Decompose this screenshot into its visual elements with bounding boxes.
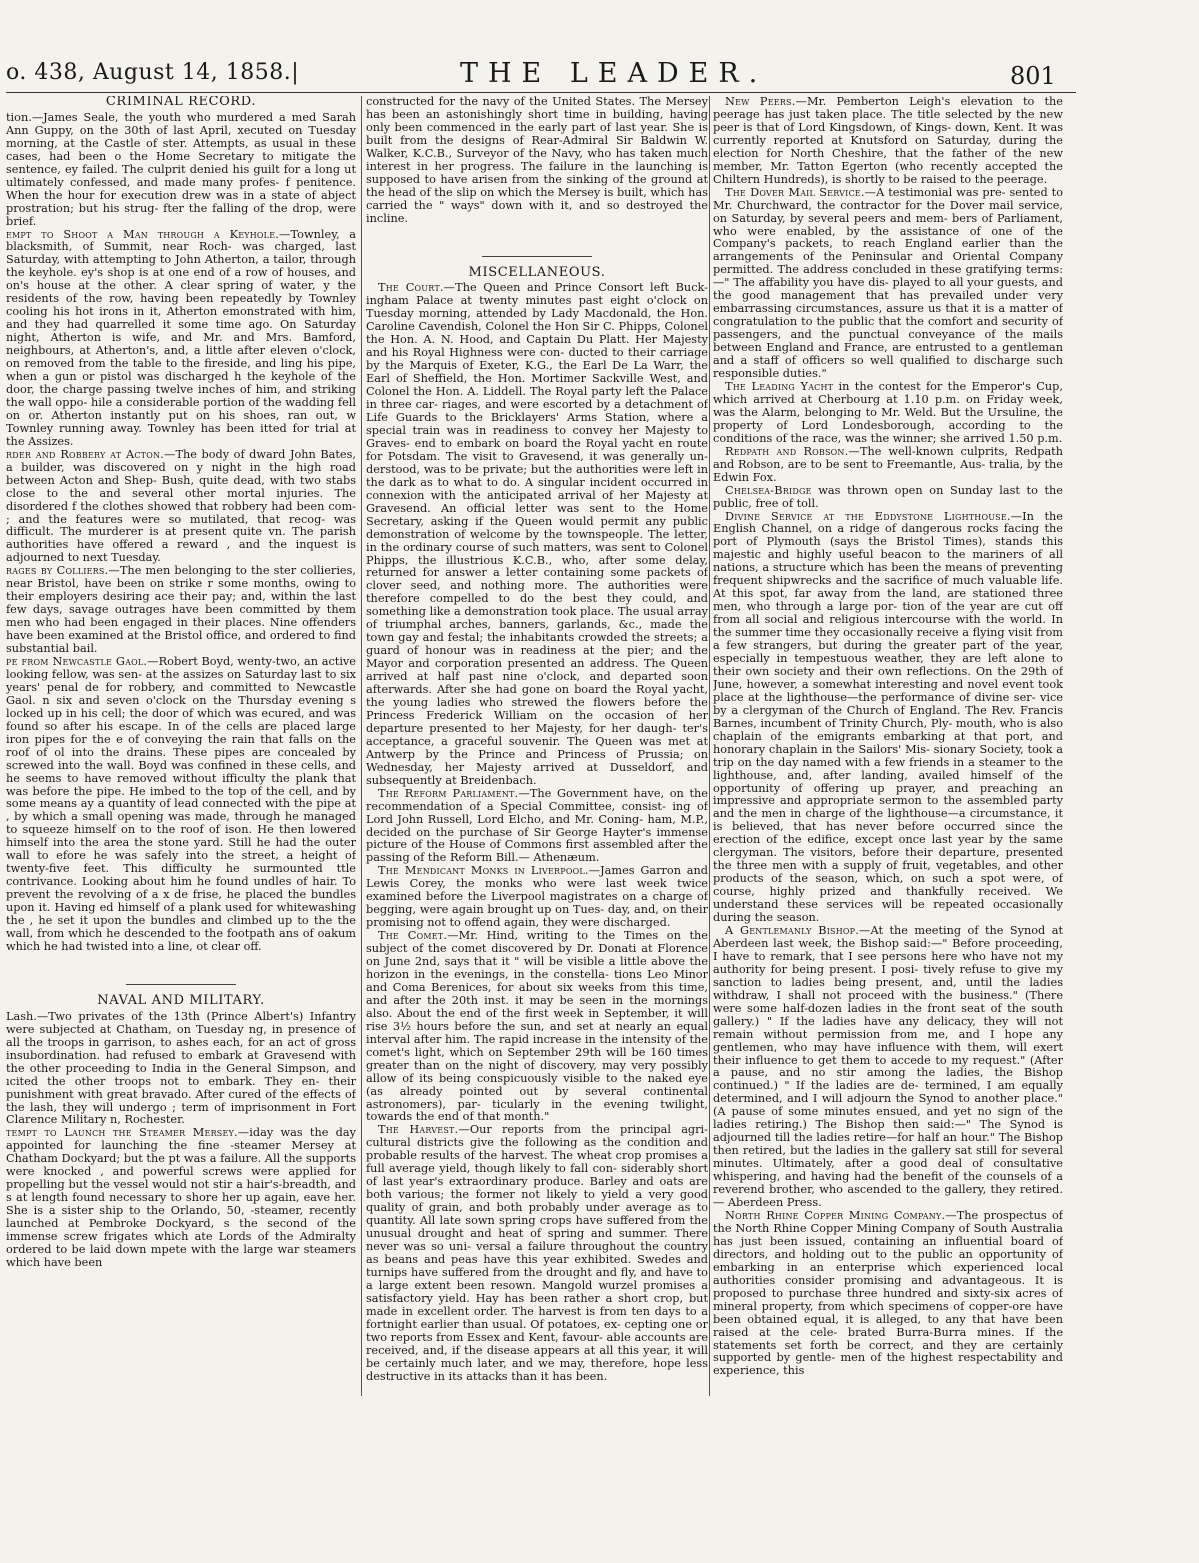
article-paragraph: Chelsea-Bridge was thrown open on Sunday last to the public, free of toll. (713, 483, 1063, 510)
newspaper-title: THE LEADER. (460, 58, 768, 89)
masthead (0, 56, 1199, 96)
article-paragraph: empt to Shoot a Man through a Keyhole.—Townley, a blacksmith, of Summit, near Roch- was charged, last Saturday, with attempting to John Atherton, a tailor, through the keyhole. ey's shop is at one end of a row of houses, and on's house at the other. A clear spring of water, y the residents of the row, having been repeatedly by Townley cooling his hot irons in it, Atherton emonstrated with him, and they had quarrelled it some time ago. On Saturday night, Atherton is wife, and Mr. and Mrs. Bamford, neighbours, at Atherton's, and, a little after eleven o'clock, on removed from the table to the fireside, and ling his pipe, when a gun or pistol was discharged h the keyhole of the door, the charge passing twelve inches of him, and striking the wall oppo- hile a considerable portion of the wadding fell on or. Atherton instantly put on his shoes, ran out, w Townley running away. Townley has been itted for trial at the Assizes. (6, 227, 356, 448)
article-paragraph: tempt to Launch the Steamer Mersey.—iday was the day appointed for launching the fine -steamer Mersey at Chatham Dockyard; but the pt was a failure. All the supports were knocked , and powerful screws were applied for propelling but the vessel would not stir a hair's-breadth, and s at length found necessary to shore her up again, eave her. She is a sister ship to the Orlando, 50, -steamer, recently launched at Pembroke Dockyard, s the second of the immense screw frigates which ate Lords of the Admiralty ordered to be laid down mpete with the large war steamers which have been (6, 1126, 356, 1269)
issue-date: o. 438, August 14, 1858.| (6, 60, 300, 85)
article-paragraph: The Mendicant Monks in Liverpool.—James Garron and Lewis Corey, the monks who were last week twice examined before the Liverpool magistrates on a charge of begging, were again brought up on Tues- day, and, on their promising not to offend again, they were discharged. (366, 864, 708, 930)
section-separator (482, 256, 592, 257)
section-title-miscellaneous: MISCELLANEOUS. (468, 264, 606, 280)
article-paragraph: The Dover Mail Service.—A testimonial was pre- sented to Mr. Churchward, the contractor for the Dover mail service, on Saturday, by several peers and mem- bers of Parliament, who were enabled, by the assistance of one of the Company's packets, to reach England earlier than the arrangements of the Peninsular and Oriental Company permitted. The address concluded in these gratifying terms:—" The affability you have dis- played to all your guests, and the good management that has prevailed under very embarrassing circumstances, assure us that it is a matter of congratulation to the public that the comfort and security of passengers, and the punctual conveyance of the mails between England and France, are entrusted to a gentleman and a staff of officers so well qualified to discharge such responsible duties." (713, 185, 1063, 381)
article-continuation: constructed for the navy of the United States. The Mersey has been an astonishingly short time in building, having only been commenced in the early part of last year. She is built from the designs of Rear-Admiral Sir Baldwin W. Walker, K.C.B., Surveyor of the Navy, who has taken much interest in her progress. The failure in the launching is supposed to have arisen from the sinking of the ground at the head of the slip on which the Mersey is built, which has carried the " ways" down with it, and so destroyed the incline. (366, 96, 708, 225)
article-paragraph: The Leading Yacht in the contest for the Emperor's Cup, which arrived at Cherbourg at 1.10 p.m. on Friday week, was the Alarm, belonging to Mr. Weld. But the Ursuline, the property of Lord Londesborough, according to the conditions of the race, was the winner; she arrived 1.50 p.m. (713, 379, 1063, 445)
article-paragraph: The Reform Parliament.—The Government have, on the recommendation of a Special Committee, consist- ing of Lord John Russell, Lord Elcho, and Mr. Coning- ham, M.P., decided on the purchase of Sir George Hayter's immense picture of the House of Commons first assembled after the passing of the Reform Bill.— Athenæum. (366, 786, 708, 865)
article-paragraph: rages by Colliers.—The men belonging to the ster collieries, near Bristol, have been on strike r some months, owing to their employers desiring ace their pay; and, within the last few days, savage outrages have been committed by them men who had been engaged in their places. Nine offenders have been examined at the Bristol office, and ordered to find substantial bail. (6, 564, 356, 656)
section-title-criminal-record: CRIMINAL RECORD. (105, 96, 257, 109)
column-1 (6, 96, 356, 1396)
page-number: 801 (1010, 62, 1056, 90)
article-paragraph: The Harvest.—Our reports from the principal agri- cultural districts give the following as the condition and probable results of the harvest. The wheat crop promises a full average yield, though likely to fall con- siderably short of last year's extraordinary produce. Barley and oats are both various; the former not likely to yield a very good quality of grain, and both probably under average as to quantity. All late sown spring crops have suffered from the unusual drought and heat of spring and summer. There never was so uni- versal a failure throughout the country as beans and peas have this year exhibited. Swedes and turnips have suffered from the drought and fly, and have to a large extent been resown. Mangold wurzel promises a satisfactory yield. Hay has been rather a short crop, but made in excellent order. The harvest is from ten days to a fortnight earlier than usual. Of potatoes, ex- cepting one or two reports from Essex and Kent, favour- able accounts are received, and, if the disease appears at all this year, it will be certainly much later, and we may, therefore, hope less destructive in its attacks than it has been. (366, 1123, 708, 1383)
article-paragraph: The Comet.—Mr. Hind, writing to the Times on the subject of the comet discovered by Dr. Donati at Florence on June 2nd, says that it " will be visible a little above the horizon in the evenings, in the constella- tions Leo Minor and Coma Berenices, for about six weeks from this time, and after the 20th inst. it may be seen in the mornings also. About the end of the first week in September, it will rise 3½ hours before the sun, and set at nearly an equal interval after him. The rapid increase in the intensity of the comet's light, which on September 29th will be 160 times greater than on the night of discovery, may very possibly allow of its being conspicuously visible to the naked eye (as already pointed out by several continental astronomers), par- ticularly in the evening twilight, towards the end of that month." (366, 929, 708, 1124)
column-divider (709, 96, 710, 1396)
article-paragraph: Divine Service at the Eddystone Lighthouse.—In the English Channel, on a ridge of dangerous rocks facing the port of Plymouth (says the Bristol Times), stands this majestic and highly useful beacon to the mariners of all nations, a structure which has been the means of preventing frequent shipwrecks and the sacrifice of much valuable life. At this spot, far away from the land, are stationed three men, who through a large por- tion of the year are cut off from all social and religious intercourse with the world. In the summer time they occasionally receive a flying visit from a few strangers, but during the greater part of the year, especially in tempestuous weather, they are left alone to their own society and their own reflections. On the 29th of June, however, a somewhat interesting and novel event took place at the lighthouse—the performance of divine ser- vice by a clergyman of the Church of England. The Rev. Francis Barnes, incumbent of Trinity Church, Ply- mouth, who is also chaplain of the emigrants embarking at that port, and honorary chaplain in the Sailors' Mis- sionary Society, took a trip on the day named with a few friends in a steamer to the lighthouse, and, after landing, availed himself of the opportunity of offering up prayer, and preaching an impressive and appropriate sermon to the assembled party and the men in charge of the lighthouse—a circumstance, it is believed, that has never before occurred since the erection of the edifice, except once last year by the same clergyman. The visitors, before their departure, presented the three men with a supply of fruit, vegetables, and other products of the season, which, on such a spot were, of course, highly prized and thankfully received. We understand these services will be repeated occasionally during the season. (713, 509, 1063, 925)
article-paragraph: pe from Newcastle Gaol.—Robert Boyd, wenty-two, an active looking fellow, was sen- at the assizes on Saturday last to six years' penal de for robbery, and committed to Newcastle Gaol. n six and seven o'clock on the Thursday evening s locked up in his cell; the door of which was ecured, and was found so after his escape. In of the cells are placed large iron pipes for the e of conveying the rain that falls on the roof of ol into the drains. These pipes are concealed by screwed into the wall. Boyd was confined in these cells, and he seems to have removed without ifficulty the plank that was before the pipe. He imbed to the top of the cell, and by some means ay a quantity of lead connected with the pipe at , by which a small opening was made, through he managed to squeeze himself on to the roof of ison. He then lowered himself into the area the stone yard. Still he had the outer wall to efore he was safely into the street, a height of twenty-five feet. This difficulty he surmounted ttle contrivance. Looking about him he found undles of hair. To prevent the revolving of a x de frise, he placed the bundles upon it. Having ed himself of a plank used for whitewashing the , he set it upon the bundles and climbed up to the the wall, from which he descended to the footpath ans of oakum which he had twisted into a line, ot clear off. (6, 654, 356, 953)
article-paragraph: tion.—James Seale, the youth who murdered a med Sarah Ann Guppy, on the 30th of last April, xecuted on Tuesday morning, at the Castle of ster. Attempts, as usual in these cases, had been o the Home Secretary to mitigate the sentence, ey failed. The culprit denied his guilt for a long ut ultimately confessed, and made many profes- f penitence. When the hour for execution drew was in a state of abject prostration; but his strug- fter the falling of the drop, were brief. (6, 110, 356, 228)
column-2 (366, 96, 708, 1396)
article-paragraph: The Court.—The Queen and Prince Consort left Buck- ingham Palace at twenty minutes past eight o'clock on Tuesday morning, attended by Lady Macdonald, the Hon. Caroline Cavendish, Colonel the Hon Sir C. Phipps, Colonel the Hon. A. N. Hood, and Captain Du Platt. Her Majesty and his Royal Highness were con- ducted to their carriage by the Marquis of Exeter, K.G., the Earl De La Warr, the Earl of Sheffield, the Hon. Mortimer Sackville West, and Colonel the Hon. A. Liddell. The Royal party left the Palace in three car- riages, and were escorted by a detachment of Life Guards to the Bricklayers' Arms Station, where a special train was in readiness to convey her Majesty to Graves- end to embark on board the Royal yacht en route for Potsdam. The visit to Gravesend, it was generally un- derstood, was to be private; but the authorities were left in the dark as to what to do. A singular incident occurred in connexion with the anticipated arrival of her Majesty at Gravesend. An official letter was sent to the Home Secretary, asking if the Queen would permit any public demonstration of welcome by the townspeople. The letter, in the ordinary course of such matters, was sent to Colonel Phipps, the illustrious K.C.B., who, after some delay, returned for answer a letter containing some packets of clover seed, and nothing more. The authorities were therefore compelled to do the best they could, and something like a demonstration took place. The usual array of triumphal arches, banners, garlands, &c., made the town gay and festal; the inhabitants crowded the streets; a guard of honour was in readiness at the pier; and the Mayor and corporation presented an address. The Queen arrived at half past nine o'clock, and departed soon afterwards. After she had gone on board the Royal yacht, the young ladies who strewed the flowers before the Princess Frederick William on the occasion of her departure presented to her Majesty, for her daugh- ter's acceptance, a graceful souvenir. The Queen was met at Antwerp by the Prince and Princess of Prussia; on Wednesday, her Majesty arrived at Dusseldorf, and subsequently at Breidenbach. (366, 281, 708, 787)
column-3 (713, 96, 1063, 1396)
masthead-rule (6, 92, 1076, 93)
article-paragraph: Lash.—Two privates of the 13th (Prince Albert's) Infantry were subjected at Chatham, on Tuesday ng, in presence of all the troops in garrison, to ashes each, for an act of gross insubordination. had refused to embark at Gravesend with the other proceeding to India in the General Simpson, and ıcited the other troops not to embark. They en- their punishment with great bravado. After cured of the effects of the lash, they will undergo ; term of imprisonment in Fort Clarence Military n, Rochester. (6, 1009, 356, 1127)
section-separator (126, 984, 236, 985)
article-paragraph: New Peers.—Mr. Pemberton Leigh's elevation to the peerage has just taken place. The title selected by the new peer is that of Lord Kingsdown, of Kings- down, Kent. It was currently reported at Knutsford on Saturday, during the election for North Cheshire, that the father of the new member, Mr. Tatton Egerton (who recently accepted the Chiltern Hundreds), is shortly to be raised to the peerage. (713, 96, 1063, 186)
section-title-naval-military: NAVAL AND MILITARY. (97, 992, 265, 1008)
article-paragraph: North Rhine Copper Mining Company.—The prospectus of the North Rhine Copper Mining Company of South Australia has just been issued, containing an influential board of directors, and holding out to the public an opportunity of embarking in an enterprise which experienced local authorities consider promising and advantageous. It is proposed to purchase three hundred and sixty-six acres of mineral property, from which specimens of copper-ore have been obtained equal, it is alleged, to any that have been raised at the cele- brated Burra-Burra mines. If the statements set forth be correct, and they are certainly supported by gentle- men of the highest respectability and experience, this (713, 1208, 1063, 1378)
article-paragraph: A Gentlemanly Bishop.—At the meeting of the Synod at Aberdeen last week, the Bishop said:—" Before proceeding, I have to remark, that I see persons here who have not my authority for being present. I posi- tively refuse to give my sanction to ladies being present, and, until the ladies withdraw, I shall not proceed with the business." (There were some half-dozen ladies in the front seat of the south gallery.) " If the ladies have any delicacy, they will not remain without permission from me, and I hope any gentlemen, who may have influence with them, will exert their influence to get them to accede to my request." (After a pause, and no stir among the ladies, the Bishop continued.) " If the ladies are de- termined, I am equally determined, and I will adjourn the Synod to another place." (A pause of some minutes ensued, and yet no sign of the ladies retiring.) The Bishop then said:—" The Synod is adjourned till the ladies retire—for half an hour." The Bishop then retired, but the ladies in the gallery sat still for several minutes. Ultimately, after a good deal of consultative whispering, and having had the benefit of the counsels of a reverend brother, who ascended to the gallery, they retired.— Aberdeen Press. (713, 924, 1063, 1210)
column-divider (361, 96, 362, 1396)
article-paragraph: Redpath and Robson.—The well-known culprits, Redpath and Robson, are to be sent to Freemantle, Aus- tralia, by the Edwin Fox. (713, 444, 1063, 484)
article-paragraph: rder and Robbery at Acton.—The body of dward John Bates, a builder, was discovered on y night in the high road between Acton and Shep- Bush, quite dead, with two stabs close to the and several other mortal injuries. The disordered f the clothes showed that robbery had been com- ; and the features were so mutilated, that recog- was difficult. The murderer is at present quite vn. The parish authorities have offered a reward , and the inquest is adjourned to next Tuesday. (6, 447, 356, 565)
